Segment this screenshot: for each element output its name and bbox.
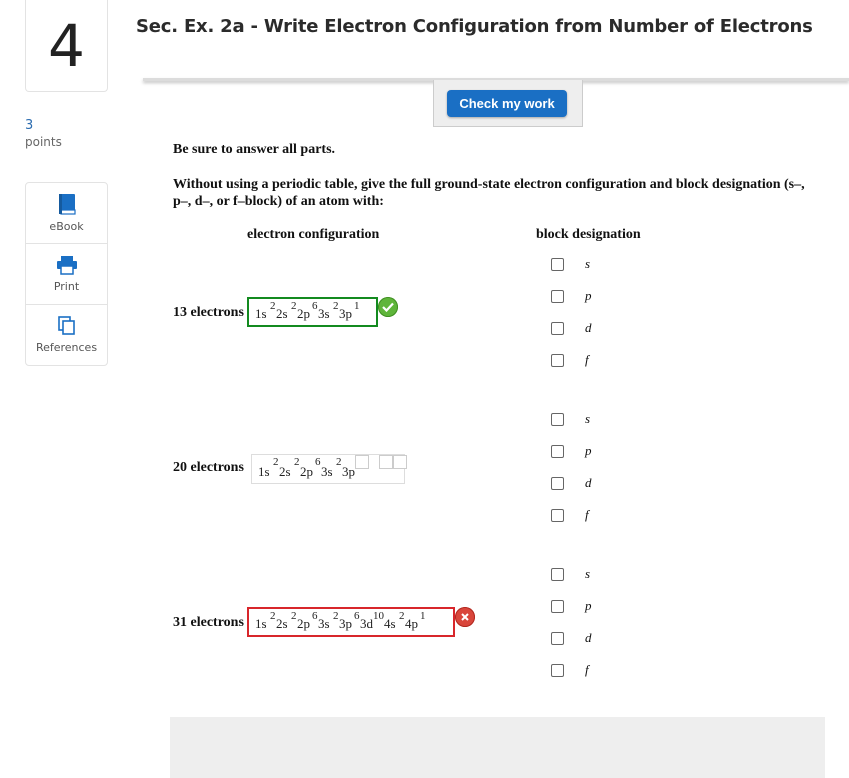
orbital-label: 2s [276, 306, 288, 321]
book-icon [58, 193, 76, 215]
orbital-label: 3s [321, 464, 333, 479]
row-label-31: 31 electrons [173, 615, 244, 630]
block-option-label: s [585, 411, 591, 426]
resource-panel [25, 182, 108, 366]
electron-count[interactable]: 6 [315, 456, 321, 468]
row-label-13: 13 electrons [173, 305, 244, 320]
block-option-label: d [585, 475, 592, 490]
electron-count[interactable]: 2 [294, 456, 300, 468]
block-checkbox-p[interactable] [551, 445, 564, 458]
block-option-label: s [585, 256, 591, 271]
orbital-label: 4s [384, 616, 396, 631]
electron-count[interactable]: 2 [291, 610, 297, 622]
block-checkbox-s[interactable] [551, 568, 564, 581]
config-field-31[interactable] [247, 607, 455, 637]
block-checkbox-f[interactable] [551, 664, 564, 677]
electron-count[interactable]: 1 [354, 300, 360, 312]
block-option-label: d [585, 320, 592, 335]
config-entry-box[interactable] [393, 455, 407, 469]
config-field-20[interactable] [251, 454, 405, 484]
block-checkbox-f[interactable] [551, 354, 564, 367]
electron-count[interactable]: 2 [336, 456, 342, 468]
ebook-label: eBook [49, 220, 84, 233]
electron-count[interactable]: 2 [333, 300, 339, 312]
block-option-label: p [585, 598, 592, 613]
block-option-label: p [585, 288, 592, 303]
points-value: 3 [25, 118, 34, 133]
points-label: points [25, 135, 62, 149]
electron-count[interactable]: 10 [373, 610, 384, 622]
electron-count[interactable]: 2 [273, 456, 279, 468]
electron-count[interactable]: 2 [291, 300, 297, 312]
copy-icon [58, 316, 76, 336]
orbital-label: 3d [360, 616, 373, 631]
block-checkbox-d[interactable] [551, 477, 564, 490]
instruction-line-1: Be sure to answer all parts. [173, 142, 336, 157]
page-title: Sec. Ex. 2a - Write Electron Configuration from Number of Electrons [136, 16, 813, 37]
block-option-label: f [585, 352, 589, 367]
correct-check-icon [378, 297, 398, 317]
orbital-label: 2p [297, 306, 310, 321]
electron-configuration-header: electron configuration [247, 227, 380, 242]
orbital-label: 3p [342, 464, 355, 479]
electron-count[interactable]: 2 [399, 610, 405, 622]
block-option-label: f [585, 662, 589, 677]
orbital-label: 3s [318, 306, 330, 321]
block-checkbox-p[interactable] [551, 290, 564, 303]
footer-panel [170, 717, 825, 778]
print-label: Print [53, 280, 80, 293]
electron-count[interactable]: 6 [312, 610, 318, 622]
references-button[interactable] [26, 305, 107, 365]
block-option-label: f [585, 507, 589, 522]
electron-count[interactable]: 2 [270, 300, 276, 312]
orbital-label: 2s [279, 464, 291, 479]
orbital-label: 3p [339, 306, 352, 321]
orbital-label: 1s [255, 616, 267, 631]
check-my-work-button[interactable]: Check my work [447, 90, 567, 117]
block-checkbox-f[interactable] [551, 509, 564, 522]
ebook-button[interactable] [26, 183, 107, 244]
block-option-label: p [585, 443, 592, 458]
block-checkbox-s[interactable] [551, 258, 564, 271]
points-display [25, 118, 62, 150]
electron-count-input[interactable] [355, 455, 369, 469]
block-checkbox-d[interactable] [551, 322, 564, 335]
orbital-label: 1s [258, 464, 270, 479]
orbital-label: 3s [318, 616, 330, 631]
print-button[interactable] [26, 244, 107, 305]
incorrect-x-icon [455, 607, 475, 627]
electron-count[interactable]: 6 [312, 300, 318, 312]
block-designation-header: block designation [536, 227, 641, 242]
references-label: References [35, 341, 98, 354]
block-option-label: d [585, 630, 592, 645]
question-number: 4 [25, 0, 108, 92]
electron-count[interactable]: 2 [333, 610, 339, 622]
config-entry-box[interactable] [379, 455, 393, 469]
orbital-label: 1s [255, 306, 267, 321]
check-work-container [433, 80, 583, 127]
orbital-label: 2p [300, 464, 313, 479]
orbital-label: 2s [276, 616, 288, 631]
row-label-20: 20 electrons [173, 460, 244, 475]
block-checkbox-s[interactable] [551, 413, 564, 426]
block-option-label: s [585, 566, 591, 581]
electron-count[interactable]: 1 [420, 610, 426, 622]
orbital-label: 3p [339, 616, 352, 631]
block-checkbox-p[interactable] [551, 600, 564, 613]
electron-count[interactable]: 2 [270, 610, 276, 622]
orbital-label: 2p [297, 616, 310, 631]
orbital-label: 4p [405, 616, 418, 631]
electron-count[interactable]: 6 [354, 610, 360, 622]
config-field-13[interactable] [247, 297, 378, 327]
block-checkbox-d[interactable] [551, 632, 564, 645]
printer-icon [56, 255, 78, 275]
instruction-line-2: Without using a periodic table, give the full ground-state electron configuration and block designation (s–, p–, d–, or f–block) of an atom with: [173, 177, 805, 209]
